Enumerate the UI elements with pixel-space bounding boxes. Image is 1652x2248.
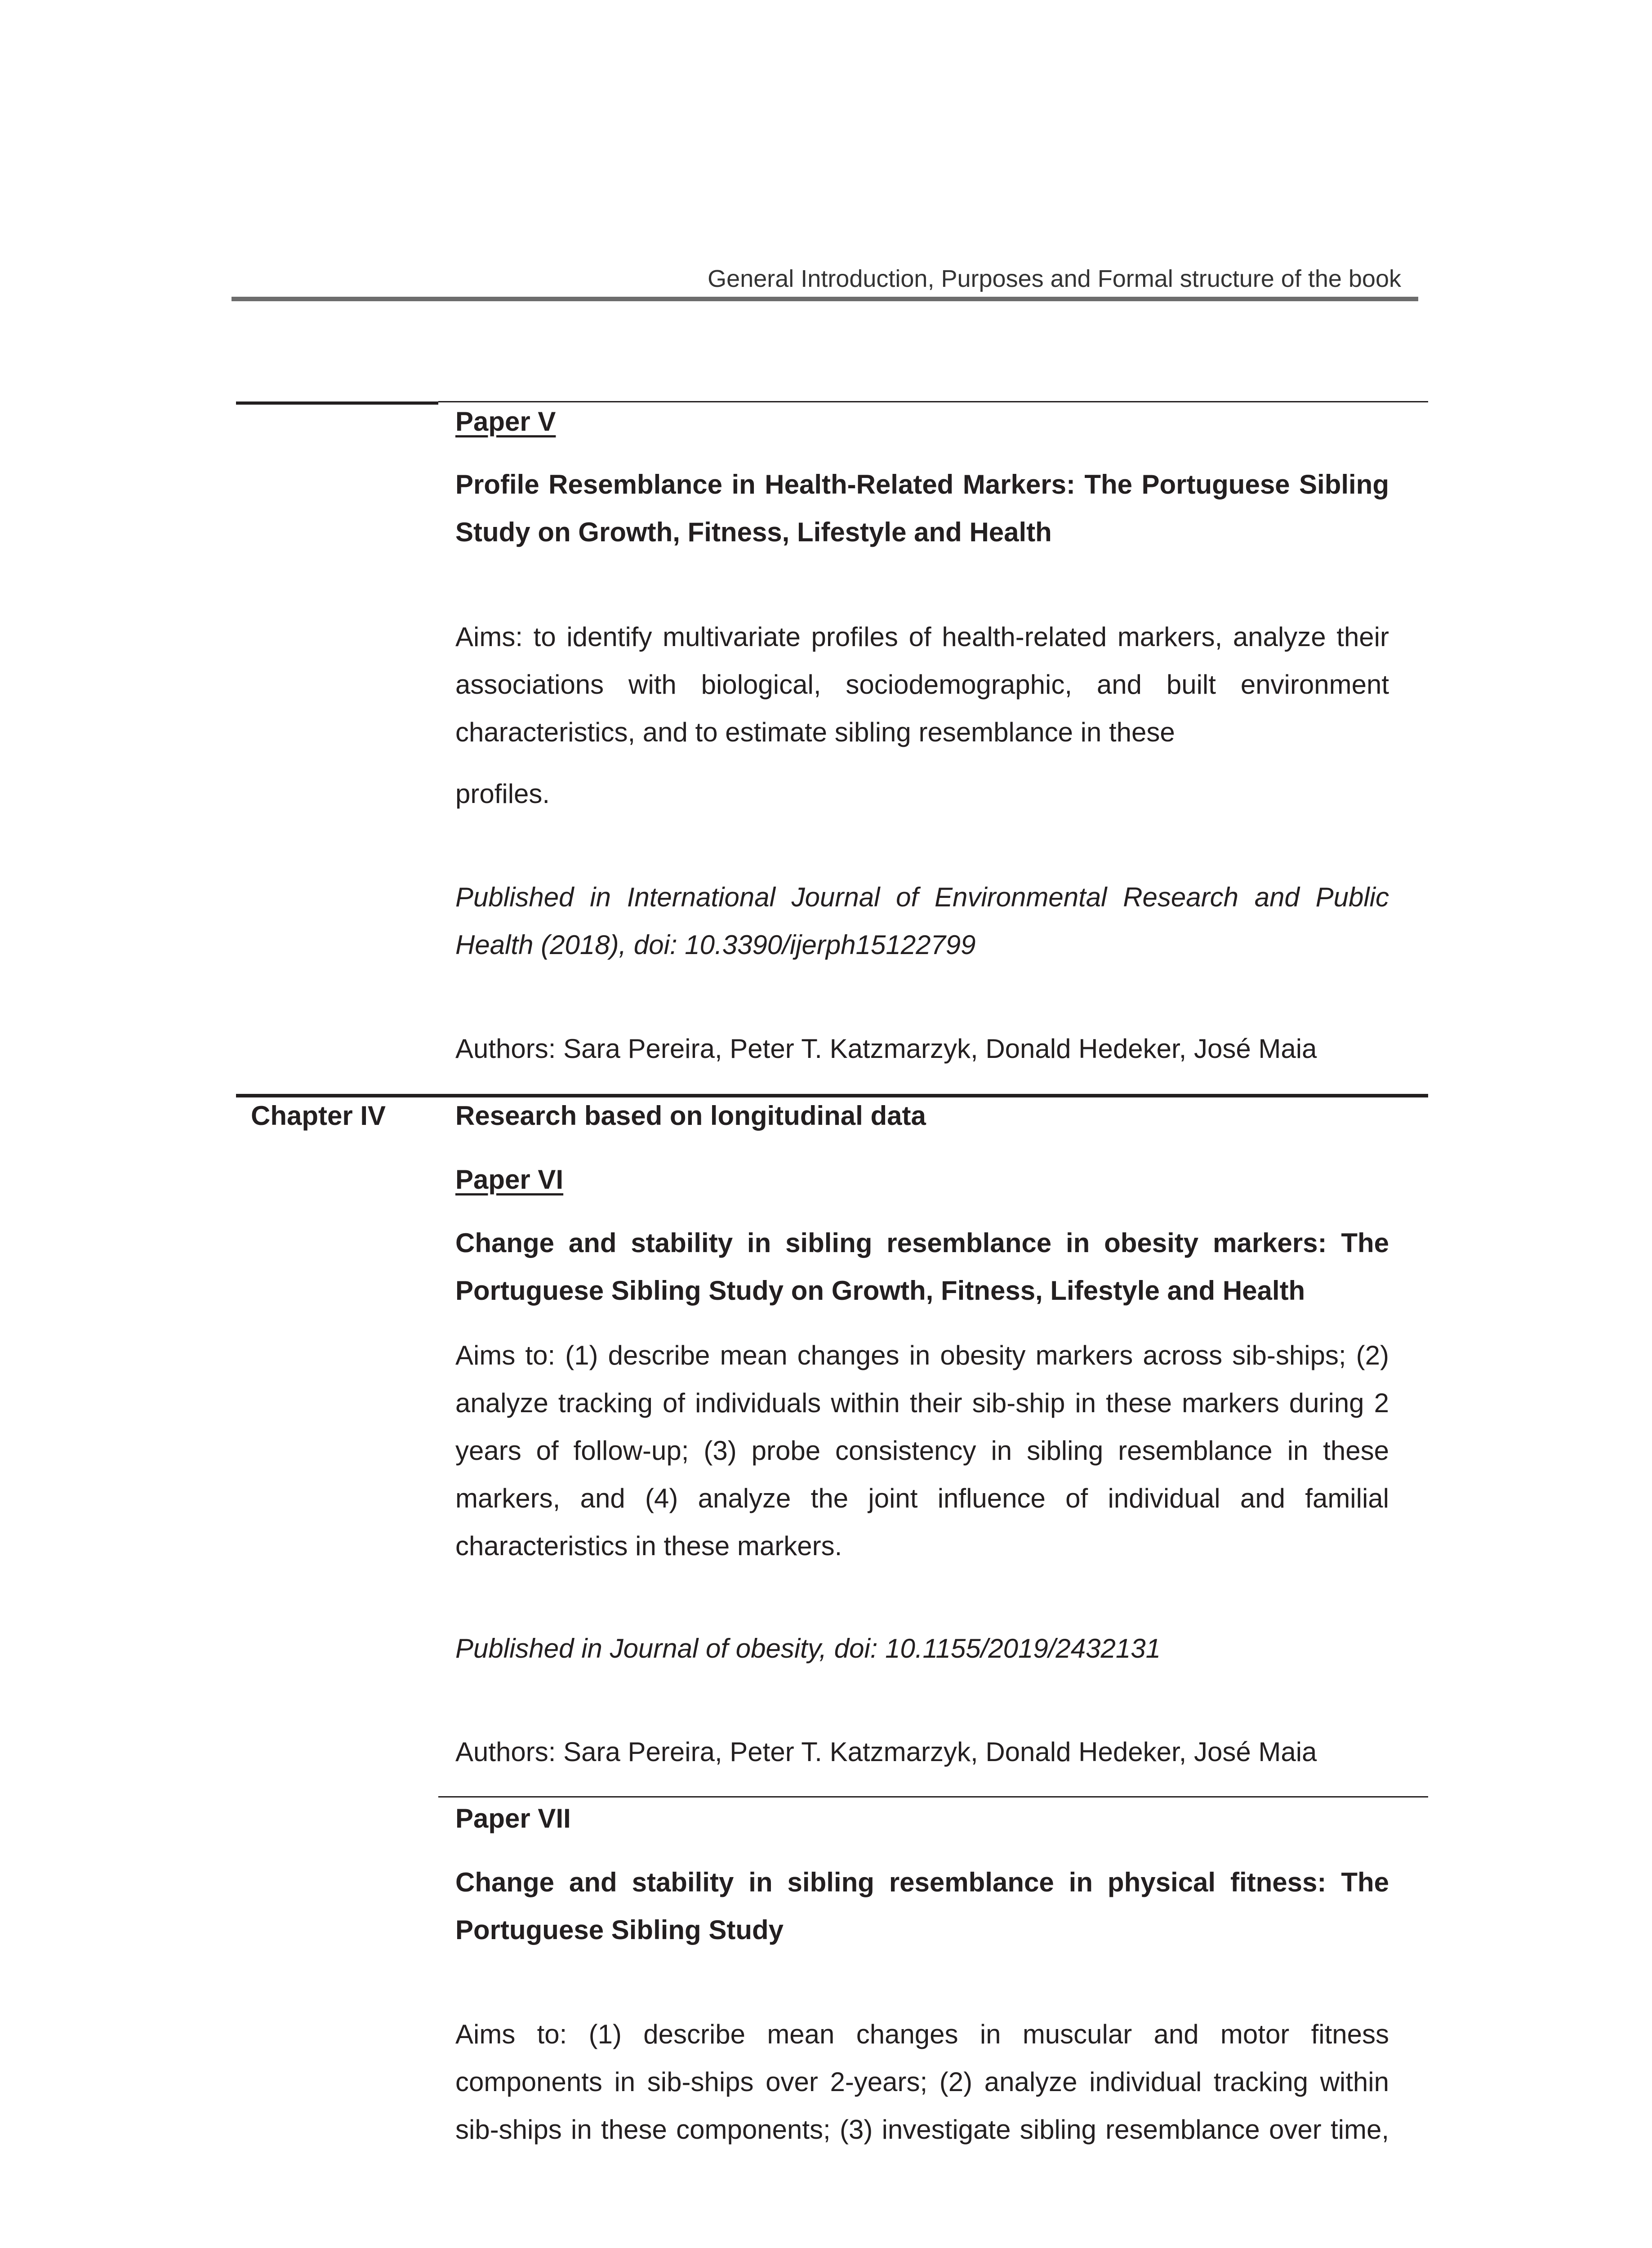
paper-v-aims-line-4: profiles. <box>455 779 550 809</box>
paper-v-aims-line-3: characteristics, and to estimate sibling resemblance in these <box>455 717 1175 747</box>
paper-vii-title-line-2: Portuguese Sibling Study <box>455 1915 784 1945</box>
paper-v-published-line-1: Published in International Journal of Environmental Research and Public <box>455 882 1389 912</box>
running-header: General Introduction, Purposes and Formal structure of the book <box>708 265 1401 292</box>
table-rule-top-right <box>438 401 1428 402</box>
paper-vi-label: Paper VI <box>455 1164 564 1195</box>
paper-v-published-line-2: Health (2018), doi: 10.3390/ijerph15122799 <box>455 930 976 960</box>
paper-v-title-line-1: Profile Resemblance in Health-Related Markers: The Portuguese Sibling <box>455 469 1389 500</box>
paper-vi-aims-line-4: markers, and (4) analyze the joint influence of individual and familial <box>455 1483 1389 1513</box>
paper-vii-aims-line-2: components in sib-ships over 2-years; (2) analyze individual tracking within <box>455 2067 1389 2097</box>
paper-vi-title-line-1: Change and stability in sibling resemblance in obesity markers: The <box>455 1228 1389 1258</box>
paper-v-title-line-2: Study on Growth, Fitness, Lifestyle and Health <box>455 517 1052 547</box>
paper-vii-aims-line-1: Aims to: (1) describe mean changes in muscular and motor fitness <box>455 2019 1389 2049</box>
table-rule-chapter-iv <box>236 1094 1428 1097</box>
paper-vii-aims-line-3: sib-ships in these components; (3) investigate sibling resemblance over time, <box>455 2114 1389 2145</box>
paper-v-authors: Authors: Sara Pereira, Peter T. Katzmarzyk, Donald Hedeker, José Maia <box>455 1034 1317 1064</box>
chapter-iv-heading: Research based on longitudinal data <box>455 1101 926 1131</box>
header-rule <box>232 297 1418 301</box>
paper-vii-title-line-1: Change and stability in sibling resemblance in physical fitness: The <box>455 1867 1389 1897</box>
paper-v-aims-line-2: associations with biological, sociodemographic, and built environment <box>455 669 1389 700</box>
paper-vi-aims-line-5: characteristics in these markers. <box>455 1531 842 1561</box>
table-rule-top-left <box>236 401 438 405</box>
chapter-iv-label: Chapter IV <box>251 1101 386 1131</box>
paper-vi-aims-line-2: analyze tracking of individuals within their sib-ship in these markers during 2 <box>455 1388 1389 1418</box>
paper-vii-label: Paper VII <box>455 1803 571 1833</box>
paper-vi-aims-line-3: years of follow-up; (3) probe consistency in sibling resemblance in these <box>455 1436 1389 1466</box>
paper-vi-title-line-2: Portuguese Sibling Study on Growth, Fitness, Lifestyle and Health <box>455 1276 1305 1306</box>
paper-vi-published: Published in Journal of obesity, doi: 10.1155/2019/2432131 <box>455 1633 1161 1664</box>
paper-vi-authors: Authors: Sara Pereira, Peter T. Katzmarzyk, Donald Hedeker, José Maia <box>455 1737 1317 1767</box>
table-rule-paper-vii <box>438 1796 1428 1798</box>
paper-v-aims-line-1: Aims: to identify multivariate profiles of health-related markers, analyze their <box>455 622 1389 652</box>
paper-v-label: Paper V <box>455 406 556 437</box>
paper-vi-aims-line-1: Aims to: (1) describe mean changes in obesity markers across sib-ships; (2) <box>455 1340 1389 1370</box>
